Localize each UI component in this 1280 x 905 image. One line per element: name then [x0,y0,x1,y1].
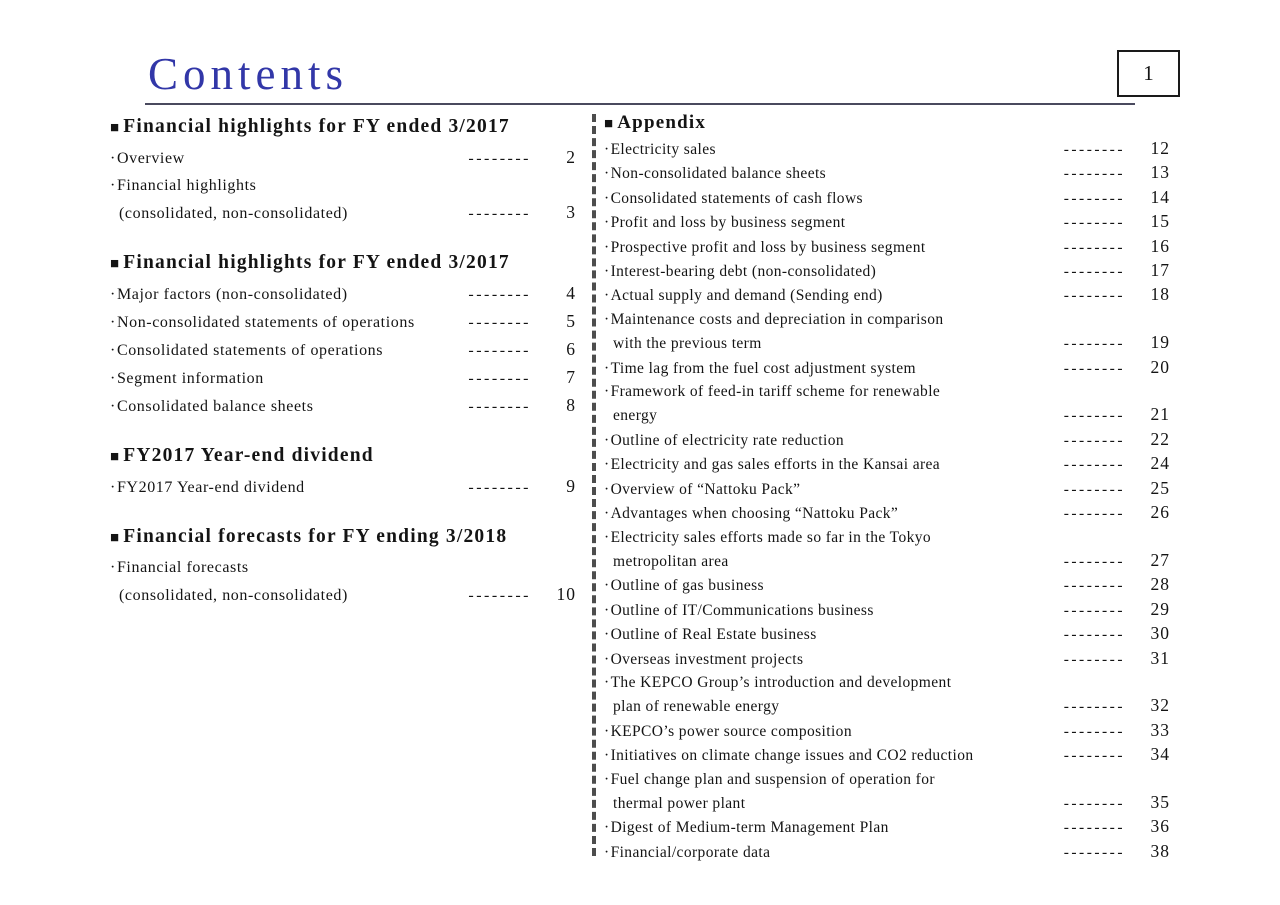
section-heading-label: FY2017 Year-end dividend [123,445,374,466]
toc-leader: -------- [1063,794,1125,812]
toc-page-number: 33 [1150,719,1170,740]
toc-item-label: ·Profit and loss by business segment [604,214,846,232]
toc-page-number: 31 [1150,647,1170,668]
toc-leader: -------- [468,286,531,303]
toc-leader: -------- [1063,577,1125,595]
toc-item [604,477,1170,501]
toc-page-number: 30 [1150,623,1170,644]
toc-item-label: ·Outline of IT/Communications business [604,601,874,619]
toc-item-line [604,622,1170,646]
toc-item [604,259,1170,283]
toc-item-line [604,501,1170,525]
toc-leader: -------- [468,398,531,415]
toc-item-line [604,526,1170,549]
section-heading [604,112,1170,134]
toc-item-line [604,235,1170,259]
toc-section [110,252,576,420]
section-marker-icon: ■ [110,530,121,546]
toc-right-column [604,112,1170,864]
toc-item-label: ·Actual supply and demand (Sending end) [604,287,883,305]
bullet-icon: · [604,601,610,619]
toc-item-label: (consolidated, non-consolidated) [119,205,348,222]
bullet-icon: · [604,287,610,305]
toc-page-number: 20 [1150,356,1170,377]
toc-page-number: 6 [566,339,576,359]
toc-item-label: ·Electricity sales efforts made so far in the Tokyo [604,528,932,546]
toc-item-line [604,210,1170,234]
toc-item [604,137,1170,161]
toc-leader: -------- [468,479,531,496]
toc-page-number: 14 [1150,186,1170,207]
toc-item [604,598,1170,622]
toc-section [110,445,576,501]
toc-item [604,647,1170,671]
bullet-icon: · [604,673,610,691]
section-heading [110,116,576,138]
toc-leader: -------- [1063,431,1125,449]
toc-item-line [604,186,1170,210]
toc-item-line [604,598,1170,622]
toc-item-label: ·Non-consolidated statements of operations [110,314,415,331]
bullet-icon: · [604,141,610,158]
toc-leader: -------- [1063,480,1125,498]
section-heading-label: Financial highlights for FY ended 3/2017 [123,116,510,137]
toc-item-line [604,694,1170,718]
toc-page-number: 7 [566,367,576,387]
toc-item [604,768,1170,816]
bullet-icon: · [604,456,610,474]
toc-leader: -------- [1063,698,1125,716]
toc-item-line [604,380,1170,403]
toc-page-number: 22 [1150,428,1170,449]
toc-page-number: 16 [1150,235,1170,256]
toc-item [110,336,576,364]
toc-item [604,719,1170,743]
toc-item-line [604,452,1170,476]
toc-section [604,112,1170,864]
bullet-icon: · [110,370,116,387]
toc-item-label: ·Maintenance costs and depreciation in comparison [604,310,944,328]
toc-page-number: 25 [1150,477,1170,498]
toc-item [604,501,1170,525]
toc-item-line [604,428,1170,452]
toc-page-number: 8 [566,395,576,415]
section-heading [110,445,576,467]
bullet-icon: · [604,238,610,256]
bullet-icon: · [110,177,116,194]
toc-item-line [110,554,576,581]
bullet-icon: · [604,431,610,449]
toc-item-label: ·Segment information [110,370,264,387]
section-marker-icon: ■ [110,256,121,272]
toc-item-line [604,791,1170,815]
toc-item-label: ·Financial forecasts [110,559,249,576]
toc-item-label: ·Prospective profit and loss by business segment [604,238,926,256]
toc-leader: -------- [1063,747,1125,765]
toc-item [604,671,1170,719]
toc-item-label: ·Overview [110,150,185,167]
toc-leader: -------- [1063,214,1125,232]
toc-item-label: ·KEPCO’s power source composition [604,722,852,740]
section-heading [110,526,576,548]
section-marker-icon: ■ [110,449,121,465]
toc-page-number: 32 [1150,695,1170,716]
toc-page-number: 35 [1150,791,1170,812]
toc-item-label: energy [613,407,658,425]
toc-item-label: ·Major factors (non-consolidated) [110,286,348,303]
toc-item [604,380,1170,428]
bullet-icon: · [110,398,116,415]
toc-leader: -------- [1063,722,1125,740]
column-divider [592,114,596,856]
toc-leader: -------- [468,587,531,604]
toc-item-label: (consolidated, non-consolidated) [119,587,348,604]
toc-item-label: ·Time lag from the fuel cost adjustment system [604,359,916,377]
toc-item-label: ·Outline of electricity rate reduction [604,431,844,449]
toc-page-number: 18 [1150,284,1170,305]
toc-item [604,622,1170,646]
bullet-icon: · [604,819,610,837]
toc-item [110,308,576,336]
toc-item [604,308,1170,356]
toc-item-line [110,172,576,199]
toc-item-line [110,364,576,392]
toc-item-line [604,671,1170,694]
toc-item-label: ·Advantages when choosing “Nattoku Pack” [604,505,899,523]
toc-item-line [604,283,1170,307]
toc-item-label: ·Interest-bearing debt (non-consolidated) [604,263,877,281]
toc-leader: -------- [468,150,531,167]
toc-item [604,526,1170,574]
toc-item-label: ·Initiatives on climate change issues and CO2 reduction [604,747,974,765]
bullet-icon: · [110,314,116,331]
toc-item-label: plan of renewable energy [613,698,780,716]
toc-leader: -------- [1063,141,1125,158]
toc-item-line [604,815,1170,839]
page-number: 1 [1143,61,1154,85]
toc-item-label: ·Electricity sales [604,141,716,158]
toc-item-line [604,840,1170,864]
toc-item-line [604,331,1170,355]
toc-item-label: ·Framework of feed-in tariff scheme for renewable [604,383,941,401]
toc-item-line [604,743,1170,767]
toc-item-label: ·Non-consolidated balance sheets [604,165,827,183]
toc-item-label: metropolitan area [613,552,729,570]
toc-item-line [604,549,1170,573]
toc-item-line [604,137,1170,161]
toc-leader: -------- [1063,407,1125,425]
toc-item-label: ·The KEPCO Group’s introduction and development [604,673,952,691]
bullet-icon: · [604,505,610,523]
toc-item-line [604,161,1170,185]
bullet-icon: · [604,577,610,595]
section-heading-label: Financial forecasts for FY ending 3/2018 [123,526,508,547]
toc-leader: -------- [468,370,531,387]
toc-item [110,392,576,420]
toc-page-number: 34 [1150,744,1170,765]
toc-item-line [604,768,1170,791]
bullet-icon: · [110,150,116,167]
bullet-icon: · [604,770,610,788]
toc-leader: -------- [468,314,531,331]
toc-item [604,356,1170,380]
bullet-icon: · [604,383,610,401]
toc-leader: -------- [468,205,531,222]
page-title: Contents [148,49,349,99]
toc-item-label: ·Outline of Real Estate business [604,626,817,644]
bullet-icon: · [604,650,610,668]
toc-left-column [110,116,576,634]
toc-item-label: ·Consolidated balance sheets [110,398,314,415]
toc-page-number: 17 [1150,260,1170,281]
toc-item [110,364,576,392]
section-heading-label: Financial highlights for FY ended 3/2017 [123,252,510,273]
toc-leader: -------- [1063,552,1125,570]
toc-item [604,743,1170,767]
toc-leader: -------- [1063,335,1125,353]
toc-item-label: ·Consolidated statements of cash flows [604,189,863,207]
toc-item-label: ·Consolidated statements of operations [110,342,384,359]
toc-item-line [604,477,1170,501]
bullet-icon: · [604,214,610,232]
bullet-icon: · [604,165,610,183]
toc-item [604,186,1170,210]
toc-item [110,280,576,308]
toc-leader: -------- [1063,650,1125,668]
toc-item-label: ·Fuel change plan and suspension of operation for [604,770,935,788]
section-heading-label: Appendix [617,112,707,133]
bullet-icon: · [604,359,610,377]
toc-item-label: ·Electricity and gas sales efforts in the Kansai area [604,456,941,474]
bullet-icon: · [110,559,116,576]
toc-leader: -------- [1063,165,1125,183]
section-marker-icon: ■ [604,116,615,132]
toc-page-number: 29 [1150,598,1170,619]
toc-leader: -------- [1063,359,1125,377]
toc-item-line [110,308,576,336]
toc-page-number: 38 [1150,840,1170,861]
toc-page-number: 28 [1150,574,1170,595]
toc-page-number: 19 [1150,332,1170,353]
page-number-box [1117,50,1180,97]
bullet-icon: · [604,626,610,644]
toc-page-number: 26 [1150,502,1170,523]
toc-item-line [604,573,1170,597]
toc-page-number: 3 [566,202,576,222]
toc-leader: -------- [1063,238,1125,256]
bullet-icon: · [604,722,610,740]
bullet-icon: · [110,286,116,303]
toc-item-line [604,259,1170,283]
toc-page-number: 13 [1150,162,1170,183]
toc-item-line [604,719,1170,743]
toc-leader: -------- [1063,263,1125,281]
toc-item-label: ·Financial highlights [110,177,257,194]
toc-page-number: 2 [566,147,576,167]
toc-page-number: 36 [1150,816,1170,837]
toc-leader: -------- [1063,456,1125,474]
bullet-icon: · [604,263,610,281]
toc-item [604,235,1170,259]
toc-section [110,526,576,609]
toc-leader: -------- [1063,626,1125,644]
bullet-icon: · [110,342,116,359]
toc-page-number: 5 [566,311,576,331]
toc-item [604,161,1170,185]
toc-item-line [110,199,576,227]
toc-leader: -------- [1063,601,1125,619]
toc-page-number: 10 [556,584,576,604]
toc-item-label: ·FY2017 Year-end dividend [110,479,305,496]
toc-item [604,840,1170,864]
toc-item [110,473,576,501]
toc-item-line [110,280,576,308]
toc-leader: -------- [1063,287,1125,305]
toc-page-number: 9 [566,476,576,496]
section-heading [110,252,576,274]
toc-item [604,283,1170,307]
toc-page-number: 27 [1150,549,1170,570]
bullet-icon: · [110,479,116,496]
toc-leader: -------- [1063,189,1125,207]
toc-item [604,210,1170,234]
toc-item [604,573,1170,597]
title-underline [145,103,1135,105]
section-marker-icon: ■ [110,120,121,136]
toc-leader: -------- [1063,505,1125,523]
bullet-icon: · [604,189,610,207]
toc-item-line [604,308,1170,331]
toc-item-label: thermal power plant [613,794,746,812]
toc-item-line [604,356,1170,380]
toc-item [604,815,1170,839]
bullet-icon: · [604,480,610,498]
toc-item-label: ·Digest of Medium-term Management Plan [604,819,889,837]
toc-page-number: 4 [566,283,576,303]
toc-item-line [110,473,576,501]
toc-item-label: ·Financial/corporate data [604,843,771,861]
bullet-icon: · [604,843,610,861]
toc-page-number: 21 [1150,404,1170,425]
toc-item [110,144,576,172]
toc-leader: -------- [1063,819,1125,837]
toc-leader: -------- [1063,843,1125,861]
toc-item-line [604,647,1170,671]
toc-item-label: ·Overview of “Nattoku Pack” [604,480,801,498]
toc-page-number: 15 [1150,211,1170,232]
toc-item-label: ·Outline of gas business [604,577,764,595]
toc-page-number: 12 [1150,138,1170,158]
toc-item-line [110,581,576,609]
toc-item-label: with the previous term [613,335,762,353]
toc-item [110,554,576,609]
bullet-icon: · [604,310,610,328]
bullet-icon: · [604,747,610,765]
toc-leader: -------- [468,342,531,359]
toc-section [110,116,576,227]
toc-item-label: ·Overseas investment projects [604,650,804,668]
toc-item [604,428,1170,452]
toc-item-line [110,336,576,364]
toc-item-line [604,403,1170,427]
bullet-icon: · [604,528,610,546]
toc-page-number: 24 [1150,453,1170,474]
toc-item [110,172,576,227]
toc-item [604,452,1170,476]
toc-item-line [110,144,576,172]
toc-item-line [110,392,576,420]
